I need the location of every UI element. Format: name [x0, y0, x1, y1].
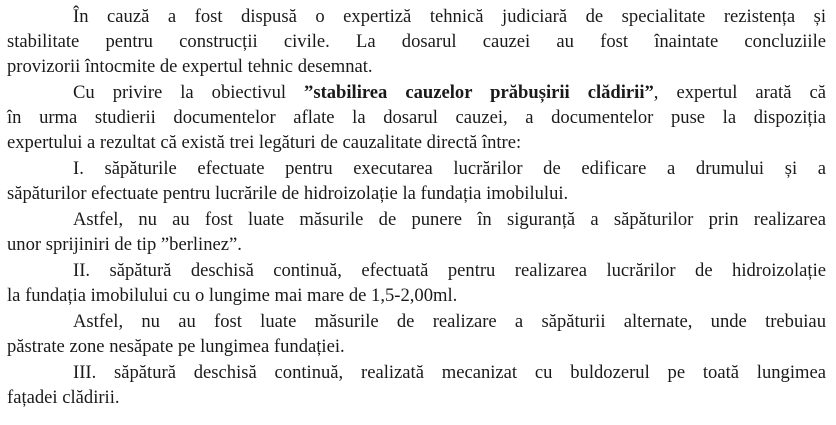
cause-2-detail-line-1: Astfel, nu au fost luate măsurile de realizare a săpăturii alternate, unde trebuiau — [73, 311, 826, 332]
cause-2-detail-line-2: păstrate zone nesăpate pe lungimea fundației. — [7, 336, 345, 357]
cause-1-line-2: săpăturilor efectuate pentru lucrările de hidroizolație la fundația imobilului. — [7, 183, 569, 204]
paragraph-1-line-1: În cauză a fost dispusă o expertiză tehnică judiciară de specialitate rezistența și — [73, 6, 826, 27]
paragraph-1-line-2: stabilitate pentru construcții civile. La dosarul cauzei au fost înaintate concluziile — [7, 31, 826, 52]
cause-1-line-1: I. săpăturile efectuate pentru executarea lucrărilor de edificare a drumului și a — [73, 158, 826, 179]
cause-1-detail-line-1: Astfel, nu au fost luate măsurile de punere în siguranță a săpăturilor prin realizarea — [73, 209, 826, 230]
objective-title: ”stabilirea cauzelor prăbușirii clădirii” — [304, 82, 654, 103]
paragraph-2-intro-text: Cu privire la obiectivul — [73, 82, 305, 103]
cause-3-line-2: fațadei clădirii. — [7, 387, 120, 408]
paragraph-1-line-3: provizorii întocmite de expertul tehnic desemnat. — [7, 56, 373, 77]
paragraph-2-line-3: expertului a rezultat că există trei legături de cauzalitate directă între: — [7, 132, 522, 153]
paragraph-2-line-2: în urma studierii documentelor aflate la dosarul cauzei, a documentelor puse la dispoziția — [7, 107, 826, 128]
paragraph-2-line-1 — [73, 80, 826, 105]
paragraph-2-intro-tail: , expertul arată că — [653, 82, 826, 103]
cause-3-line-1: III. săpătură deschisă continuă, realizată mecanizat cu buldozerul pe toată lungimea — [73, 362, 826, 383]
cause-2-line-2: la fundația imobilului cu o lungime mai mare de 1,5-2,00ml. — [7, 285, 458, 306]
cause-2-line-1: II. săpătură deschisă continuă, efectuată pentru realizarea lucrărilor de hidroizolație — [73, 260, 826, 281]
cause-1-detail-line-2: unor sprijiniri de tip ”berlinez”. — [7, 234, 242, 255]
